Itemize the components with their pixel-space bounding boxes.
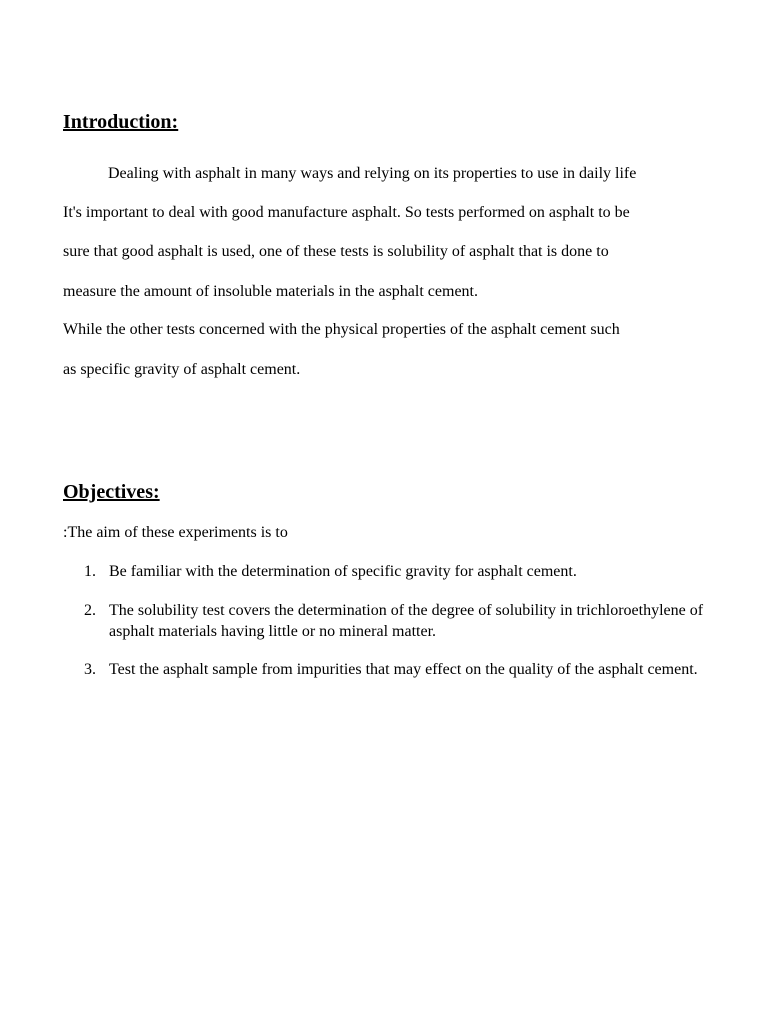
list-item-text: Test the asphalt sample from impurities that may effect on the quality of the asphalt cement. (109, 661, 698, 678)
introduction-line-3: sure that good asphalt is used, one of these tests is solubility of asphalt that is done to (63, 243, 609, 260)
introduction-line-6: as specific gravity of asphalt cement. (63, 361, 301, 378)
introduction-line-5: While the other tests concerned with the physical properties of the asphalt cement such (63, 321, 620, 338)
list-item-number: 1. (84, 563, 96, 580)
list-item-text: Be familiar with the determination of specific gravity for asphalt cement. (109, 563, 577, 580)
list-item-number: 2. (84, 602, 96, 619)
list-item-text: The solubility test covers the determination of the degree of solubility in trichloroethylene of asphalt materials having little or no mineral matter. (109, 602, 704, 640)
introduction-line-2: It's important to deal with good manufacture asphalt. So tests performed on asphalt to be (63, 204, 630, 221)
introduction-line-4: measure the amount of insoluble materials in the asphalt cement. (63, 283, 478, 300)
introduction-heading: Introduction: (63, 111, 179, 133)
objectives-intro: :The aim of these experiments is to (63, 524, 288, 541)
list-item-number: 3. (84, 661, 96, 678)
introduction-line-1: Dealing with asphalt in many ways and relying on its properties to use in daily life (108, 165, 637, 182)
objectives-heading: Objectives: (63, 481, 160, 503)
